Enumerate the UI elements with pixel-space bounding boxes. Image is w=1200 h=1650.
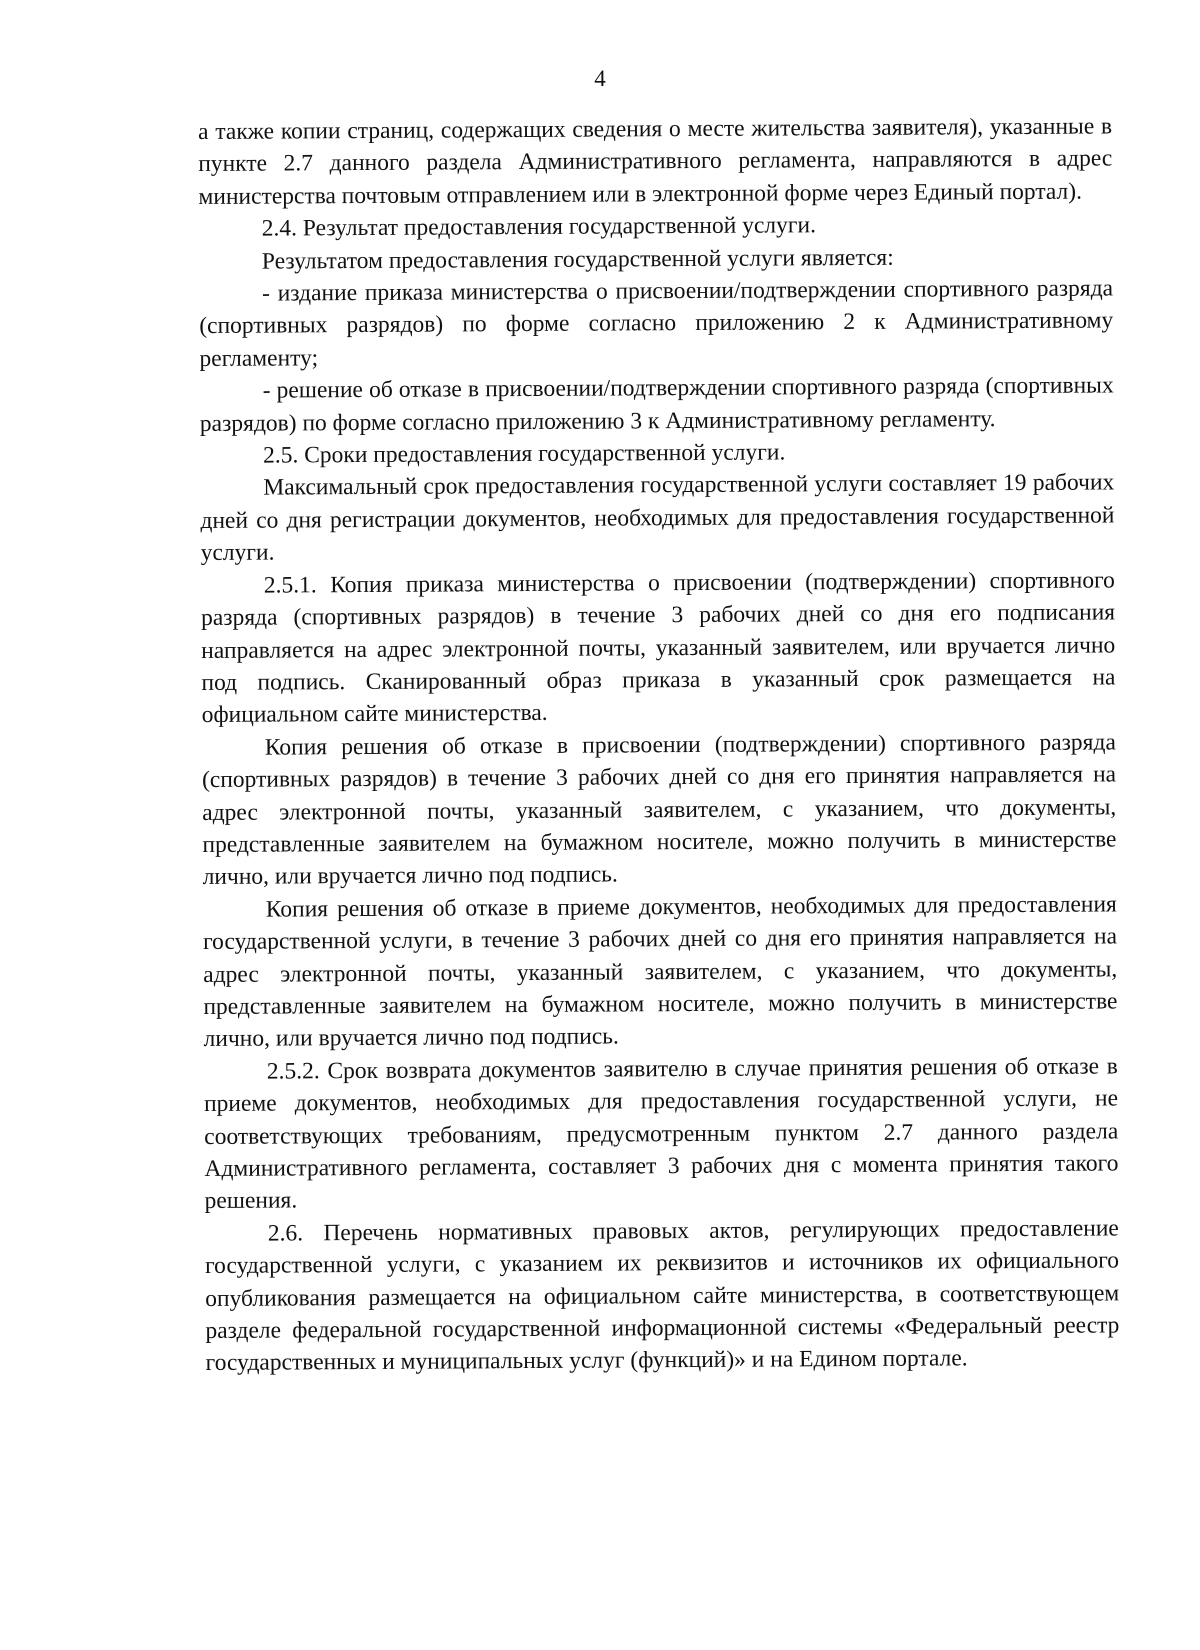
list-item: - издание приказа министерства о присвоении/подтверждении спортивного разряда (спортивных разрядов) по форме согласно приложению 2 к Административному регламенту; (199, 275, 1114, 372)
section-heading-2-4: 2.4. Результат предоставления государственной услуги. (261, 212, 816, 242)
paragraph: 2.5.1. Копия приказа министерства о присвоении (подтверждении) спортивного разряда (спортивных разрядов) в течение 3 рабочих дней со дня его подписания направляется на адрес электронной почты, указанный заявителем, или вручается лично под подпись. Сканированный образ приказа в указанный срок размещается на официальном сайте министерства. (200, 567, 1116, 729)
paragraph: Копия решения об отказе в присвоении (подтверждении) спортивного разряда (спортивных разрядов) в течение 3 рабочих дней со дня его принятия направляется на адрес электронной почты, указанный заявителем, с указанием, что документы, представленные заявителем на бумажном носителе, можно получить в министерстве лично, или вручается лично под подпись. (201, 729, 1117, 891)
list-item: - решение об отказе в присвоении/подтверждении спортивного разряда (спортивных разрядов) по форме согласно приложению 3 к Административному регламенту. (199, 372, 1114, 437)
paragraph: Результатом предоставления государственной услуги является: (261, 244, 894, 275)
paragraph: Максимальный срок предоставления государственной услуги составляет 19 рабочих дней со дня регистрации документов, необходимых для предоставления государственной услуги. (200, 469, 1115, 567)
paragraph: а также копии страниц, содержащих сведения о месте жительства заявителя), указанные в пункте 2.7 данного раздела Административного регламента, направляются в адрес министерства почтовым отправлением или в электронной форме через Единый портал). (198, 113, 1113, 210)
paragraph: 2.6. Перечень нормативных правовых актов, регулирующих предоставление государственной услуги, с указанием их реквизитов и источников их официального опубликования размещается на официальном сайте министерства, в соответствующем разделе федеральной государственной информационной системы «Федеральный реестр государственных и муниципальных услуг (функций)» и на Едином портале. (204, 1215, 1120, 1377)
section-heading-2-5: 2.5. Сроки предоставления государственной услуги. (262, 439, 786, 469)
paragraph: Копия решения об отказе в приеме документов, необходимых для предоставления государственной услуги, в течение 3 рабочих дней со дня его принятия направляется на адрес электронной почты, указанный заявителем, с указанием, что документы, представленные заявителем на бумажном носителе, можно получить в министерстве лично, или вручается лично под подпись. (202, 891, 1118, 1053)
page-number: 4 (594, 66, 606, 91)
paragraph: 2.5.2. Срок возврата документов заявителю в случае принятия решения об отказе в приеме документов, необходимых для предоставления государственной услуги, не соответствующих требованиям, предусмотренным пунктом 2.7 данного раздела Административного регламента, составляет 3 рабочих дня с момента принятия такого решения. (203, 1053, 1119, 1215)
document-body (198, 110, 1120, 1379)
